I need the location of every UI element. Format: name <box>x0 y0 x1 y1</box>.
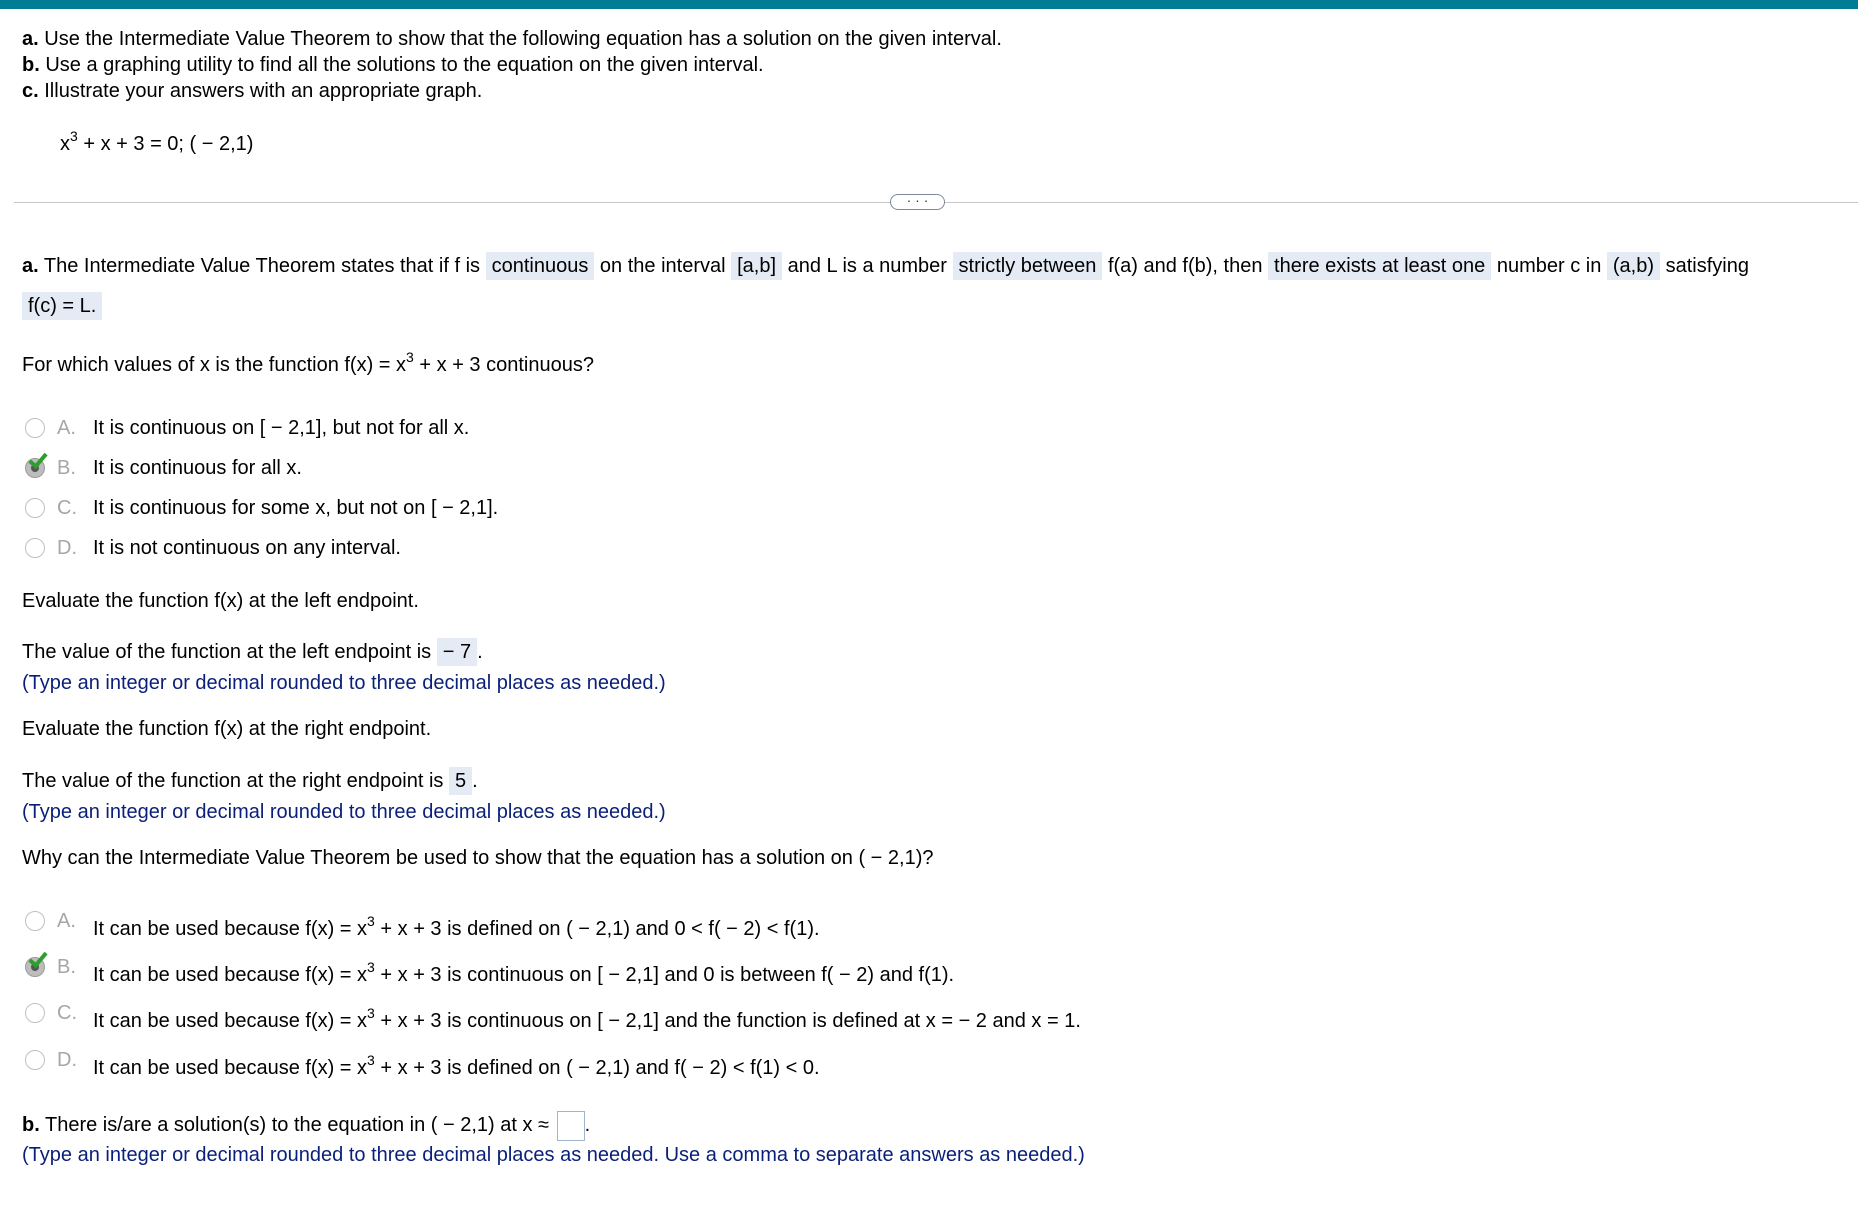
ivt-answer-strictly-between: strictly between <box>953 252 1103 280</box>
ivt-answer-open-interval: (a,b) <box>1607 252 1660 280</box>
radio-button[interactable] <box>25 538 45 558</box>
radio-button[interactable] <box>25 1003 45 1023</box>
instruction-b: b. Use a graphing utility to find all the solutions to the equation on the given interval. <box>22 54 764 76</box>
right-endpoint-prompt: Evaluate the function f(x) at the right endpoint. <box>22 718 432 740</box>
right-endpoint-hint: (Type an integer or decimal rounded to three decimal places as needed.) <box>22 801 666 823</box>
solution-input-box[interactable] <box>557 1111 585 1141</box>
ivt-statement-line2 <box>22 293 102 319</box>
instruction-a: a. Use the Intermediate Value Theorem to show that the following equation has a solution on the given interval. <box>22 28 1002 50</box>
radio-button[interactable] <box>25 1050 45 1070</box>
left-endpoint-statement: The value of the function at the left endpoint is − 7 . <box>22 639 483 665</box>
ivt-answer-exists: there exists at least one <box>1268 252 1491 280</box>
left-endpoint-prompt: Evaluate the function f(x) at the left endpoint. <box>22 590 419 612</box>
ivt-answer-interval: [a,b] <box>731 252 782 280</box>
radio-button[interactable] <box>25 418 45 438</box>
radio-button[interactable] <box>25 911 45 931</box>
top-accent-bar <box>0 0 1858 9</box>
q1-question: For which values of x is the function $f(x) = x^3 + x + 3$ continuous? <box>22 349 594 376</box>
ivt-answer-fc: f(c) = L. <box>22 292 102 320</box>
q2-question: Why can the Intermediate Value Theorem be used to show that the equation has a solution on ( − 2,1)? <box>22 847 934 869</box>
right-endpoint-value: 5 <box>449 767 472 795</box>
partb-statement: b. There is/are a solution(s) to the equation in ( − 2,1) at x ≈ . <box>22 1109 590 1141</box>
ivt-statement: a. The Intermediate Value Theorem states that if f is continuous on the interval [a,b] and L is a number strictly between f(a) and f(b), then there exists at least one number c in (a,b) satisfying <box>22 253 1749 279</box>
equation: $x^3 + x + 3 = 0$; ( − 2,1) <box>60 128 254 155</box>
left-endpoint-value: − 7 <box>437 638 477 666</box>
left-endpoint-hint: (Type an integer or decimal rounded to three decimal places as needed.) <box>22 672 666 694</box>
radio-button[interactable] <box>25 498 45 518</box>
partb-hint: (Type an integer or decimal rounded to three decimal places as needed. Use a comma to separate answers as needed.) <box>22 1144 1085 1166</box>
instruction-c: c. Illustrate your answers with an appropriate graph. <box>22 80 483 102</box>
ivt-answer-continuous: continuous <box>486 252 595 280</box>
right-endpoint-statement: The value of the function at the right endpoint is 5 . <box>22 768 478 794</box>
expand-more-button[interactable]: · · · <box>890 194 945 210</box>
